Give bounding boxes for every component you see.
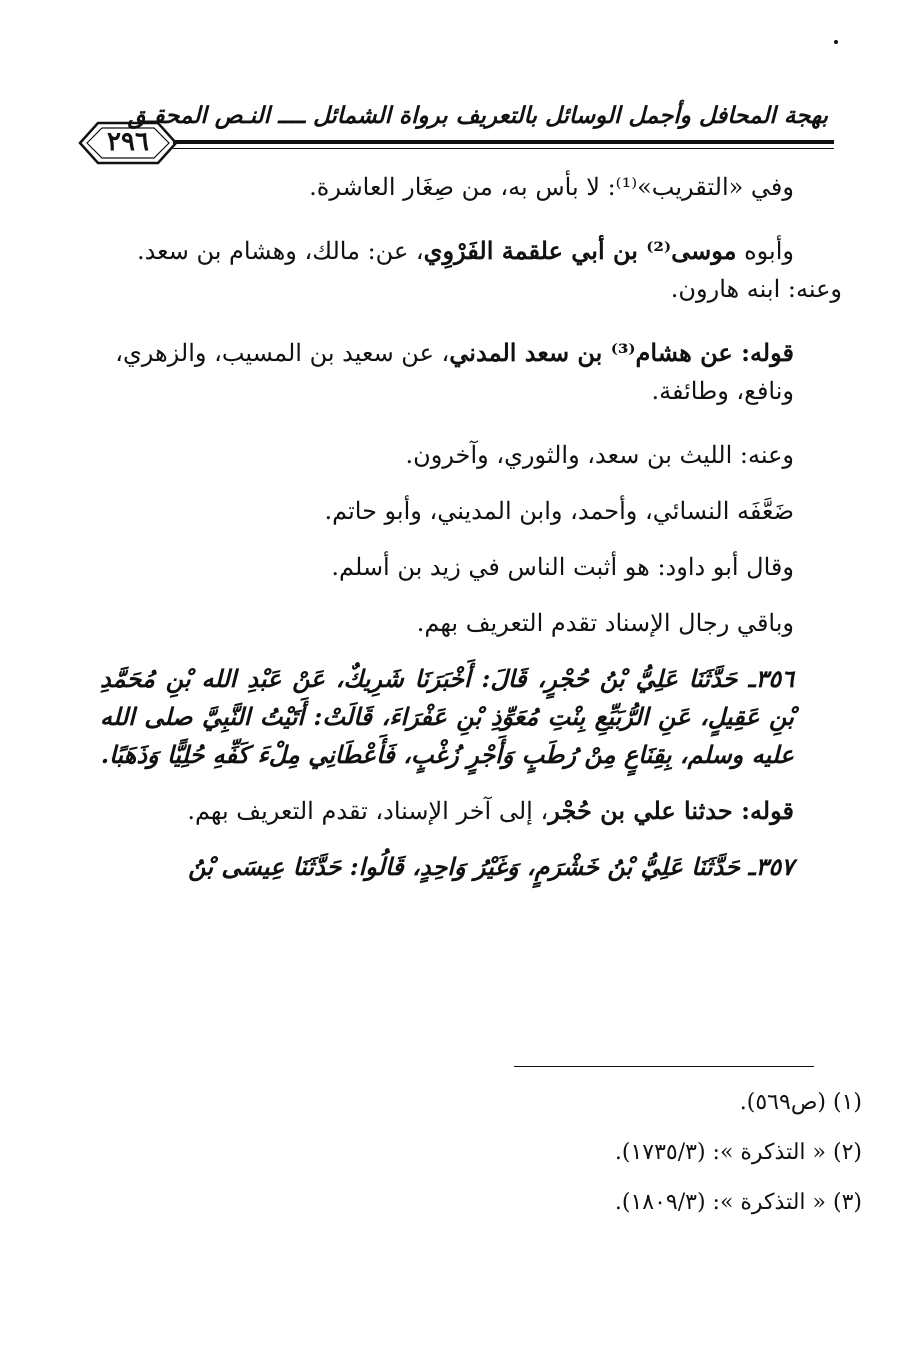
footnote-3: (٣) « التذكرة »: (١٨٠٩/٣).	[614, 1190, 862, 1215]
hadith-356: ٣٥٦ـ حَدَّثَنَا عَلِيُّ بْنُ حُجْرٍ، قَالَ: أَخْبَرَنَا شَرِيكٌ، عَنْ عَبْدِ الله بْنِ مُحَمَّدِ بْنِ عَقِيلٍ، عَنِ الرُّبَيِّعِ بِنْتِ مُعَوِّذِ بْنِ عَفْرَاءَ، قَالَتْ: أَتَيْتُ النَّبِيَّ صلى الله عليه وسلم، بِقِنَاعٍ مِنْ رُطَبٍ وَأَجْرٍ زُغْبٍ، فَأَعْطَانِي مِلْءَ كَفِّهِ حُلِيًّا وَذَهَبًا.	[100, 664, 794, 769]
text-run: وأبوه	[736, 237, 794, 265]
text-run: ، إلى آخر الإسناد، تقدم التعريف بهم.	[187, 797, 549, 825]
paragraph-father	[100, 232, 842, 270]
text-run: ، عن: مالك، وهشام بن سعد.	[136, 237, 424, 265]
main-text	[100, 168, 842, 886]
paragraph-taqrib: وفي «التقريب»⁽¹⁾: لا بأس به، من صِغَار العاشرة.	[309, 173, 794, 201]
footnote-1: (١) (ص٥٦٩).	[739, 1090, 862, 1115]
footnote-2: (٢) « التذكرة »: (١٧٣٥/٣).	[614, 1140, 862, 1165]
hadith-357: ٣٥٧ـ حَدَّثَنَا عَلِيُّ بْنُ خَشْرَمٍ، وَغَيْرُ وَاحِدٍ، قَالُوا: حَدَّثَنَا عِيسَى بْنُ	[188, 852, 794, 881]
narrator-name: قوله: عن هشام⁽³⁾ بن سعد المدني	[449, 338, 794, 367]
paragraph-remaining: وباقي رجال الإسناد تقدم التعريف بهم.	[416, 609, 794, 637]
paragraph-abu-dawud: وقال أبو داود: هو أثبت الناس في زيد بن أسلم.	[331, 553, 794, 581]
running-header	[78, 96, 834, 166]
page-number-badge	[78, 120, 178, 166]
paragraph-son: وعنه: ابنه هارون.	[670, 275, 842, 303]
narrator-name: قوله: حدثنا علي بن حُجْر	[548, 796, 794, 825]
footnotes	[400, 1078, 862, 1228]
header-title: بهجة المحافل وأجمل الوسائل بالتعريف برواة الشمائل ــــ النـص المحقـق	[127, 102, 828, 129]
text-run: ، عن سعيد بن المسيب، والزهري، ونافع، وطائفة.	[115, 339, 794, 405]
footnote-rule	[514, 1066, 814, 1067]
scan-speck	[834, 40, 838, 44]
paragraph-hisham	[100, 334, 842, 410]
paragraph-students: وعنه: الليث بن سعد، والثوري، وآخرون.	[405, 441, 794, 469]
paragraph-ali-bin-hujr	[100, 792, 842, 830]
page-number: ٢٩٦	[107, 127, 149, 157]
narrator-name: موسى⁽²⁾ بن أبي علقمة الفَرْوِي	[423, 236, 737, 265]
paragraph-weakened: ضَعَّفَه النسائي، وأحمد، وابن المديني، وأبو حاتم.	[324, 497, 794, 525]
header-rule-thick	[173, 140, 834, 144]
header-rule-thin	[173, 148, 834, 149]
